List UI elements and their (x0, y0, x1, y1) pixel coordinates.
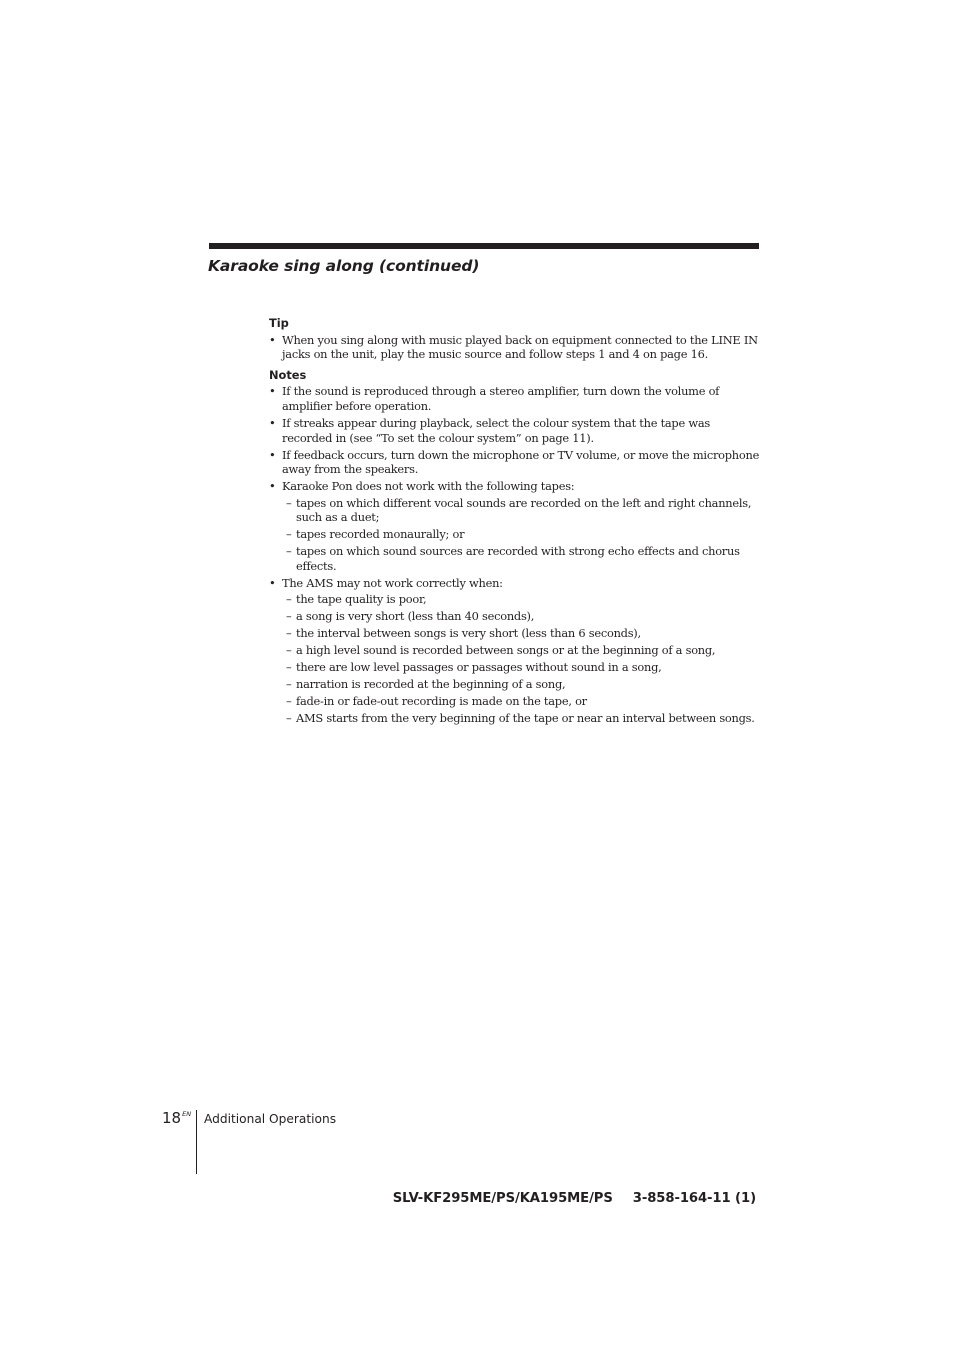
note-item: • If the sound is reproduced through a stereo amplifier, turn down the volume of amplifier before operation. (269, 384, 761, 413)
note-item: • If feedback occurs, turn down the microphone or TV volume, or move the microphone away from the speakers. (269, 448, 761, 477)
sub-item: – tapes recorded monaurally; or (282, 527, 761, 542)
note-item-karaoke-pon (269, 479, 761, 573)
sub-item: – fade-in or fade-out recording is made on the tape, or (282, 694, 761, 709)
sub-item: – tapes on which different vocal sounds are recorded on the left and right channels, such as a duet; (282, 496, 761, 525)
note-item-text: Karaoke Pon does not work with the following tapes: (282, 479, 575, 494)
tip-heading: Tip (269, 316, 289, 330)
note-item: • If streaks appear during playback, select the colour system that the tape was recorded in (see “To set the colour system” on page 11). (269, 416, 761, 445)
notes-heading: Notes (269, 367, 307, 382)
header-rule (209, 243, 759, 249)
page-number-suffix: EN (182, 1110, 192, 1118)
model-number: SLV-KF295ME/PS/KA195ME/PS (392, 1191, 613, 1206)
ams-sublist (282, 592, 761, 725)
sub-item: – the interval between songs is very short (less than 6 seconds), (282, 626, 761, 641)
tip-item: • When you sing along with music played back on equipment connected to the LINE IN jacks on the unit, play the music source and follow steps 1 and 4 on page 16. (269, 333, 761, 362)
sub-item: – a song is very short (less than 40 seconds), (282, 609, 761, 624)
tip-list (269, 333, 761, 362)
footer-divider (196, 1110, 197, 1174)
page-number-value: 18 (162, 1109, 182, 1127)
karaoke-sublist (282, 496, 761, 574)
notes-content (269, 316, 761, 728)
part-number: 3-858-164-11 (1) (632, 1191, 756, 1206)
sub-item: – narration is recorded at the beginning of a song, (282, 677, 761, 692)
sub-item: – AMS starts from the very beginning of the tape or near an interval between songs. (282, 711, 761, 726)
sub-item: – the tape quality is poor, (282, 592, 761, 607)
page-number (162, 1109, 191, 1127)
notes-list (269, 384, 761, 726)
note-item-ams (269, 576, 761, 726)
note-item-text: The AMS may not work correctly when: (282, 575, 503, 590)
sub-item: – a high level sound is recorded between songs or at the beginning of a song, (282, 643, 761, 658)
sub-item: – tapes on which sound sources are recorded with strong echo effects and chorus effects. (282, 544, 761, 573)
sub-item: – there are low level passages or passages without sound in a song, (282, 660, 761, 675)
section-title: Karaoke sing along (continued) (208, 257, 480, 275)
model-line (393, 1191, 756, 1206)
footer-section-name: Additional Operations (204, 1112, 337, 1126)
